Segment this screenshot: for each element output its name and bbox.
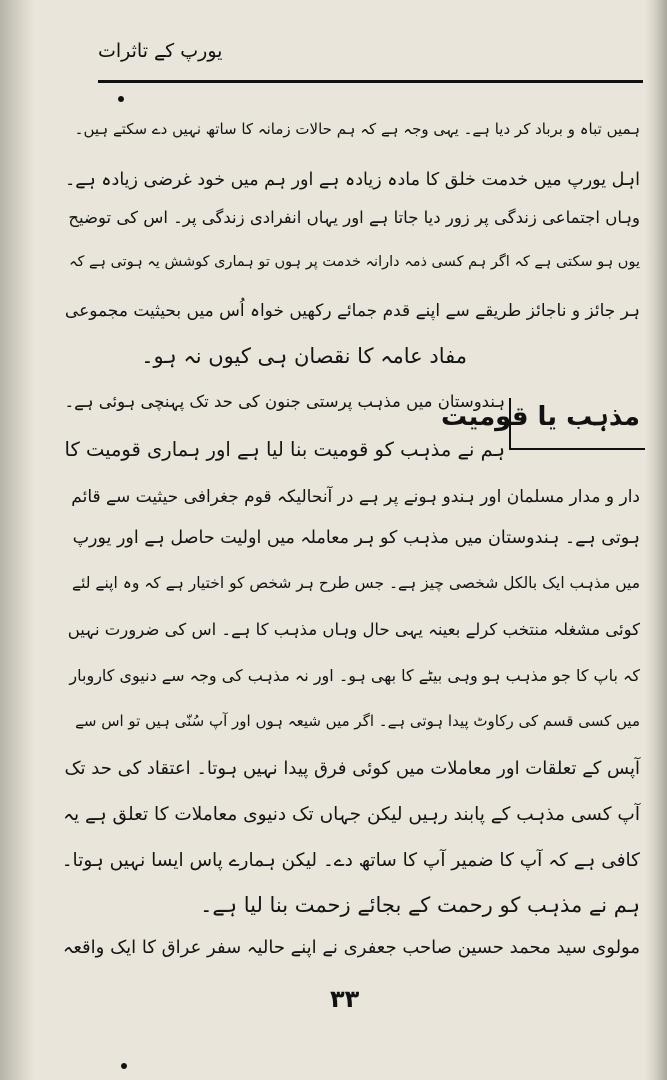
text-line: آپ کسی مذہب کے پابند رہیں لیکن جہاں تک دنیوی معاملات کا تعلق ہے یہ [63, 804, 640, 825]
text-line: کوئی مشغلہ منتخب کرلے بعینہ یہی حال وہاں مذہب کا ہے۔ اس کی ضرورت نہیں [67, 620, 640, 639]
text-line: کہ باپ کا جو مذہب ہو وہی بیٹے کا بھی ہو۔ اور نہ مذہب کی وجہ سے دنیوی کاروبار [69, 666, 640, 685]
text-line: ہر جائز و ناجائز طریقے سے اپنے قدم جمائے رکھیں خواہ اُس میں بحیثیت مجموعی [64, 301, 640, 321]
text-line: میں کسی قسم کی رکاوٹ پیدا ہوتی ہے۔ اگر میں شیعہ ہوں اور آپ سُنّی ہیں تو اس سے [75, 712, 640, 730]
page-gutter-shadow [0, 0, 34, 1080]
text-line: ہوتی ہے۔ ہندوستان میں مذہب کو ہر معاملہ میں اولیت حاصل ہے اور یورپ [72, 528, 640, 548]
text-line: ہندوستان میں مذہب پرستی جنون کی حد تک پہنچی ہوئی ہے۔ [64, 392, 505, 411]
text-line: آپس کے تعلقات اور معاملات میں کوئی فرق پیدا نہیں ہوتا۔ اعتقاد کی حد تک [64, 758, 640, 779]
text-line: کافی ہے کہ آپ کا ضمیر آپ کا ساتھ دے۔ لیکن ہمارے پاس ایسا نہیں ہوتا۔ [61, 850, 640, 871]
text-line: مولوی سید محمد حسین صاحب جعفری نے اپنے حالیہ سفر عراق کا ایک واقعہ [62, 937, 640, 958]
text-line: ہم نے مذہب کو قومیت بنا لیا ہے اور ہماری قومیت کا [64, 438, 505, 461]
ink-dot [118, 96, 124, 102]
section-heading: مذہب یا قومیت [440, 402, 640, 432]
page-number: ۳۳ [330, 985, 360, 1013]
text-line: وہاں اجتماعی زندگی پر زور دیا جاتا ہے اور یہاں انفرادی زندگی پر۔ اس کی توضیح [68, 208, 640, 227]
text-line: ہم نے مذہب کو رحمت کے بجائے زحمت بنا لیا ہے۔ [200, 893, 640, 917]
text-line: مفاد عامہ کا نقصان ہی کیوں نہ ہو۔ [141, 344, 467, 368]
text-line: ہمیں تباہ و برباد کر دیا ہے۔ یہی وجہ ہے کہ ہم حالات زمانہ کا ساتھ نہیں دے سکتے ہیں۔ [74, 120, 640, 138]
text-line: یوں ہو سکتی ہے کہ اگر ہم کسی ذمہ دارانہ خدمت پر ہوں تو ہماری کوشش یہ ہوتی ہے کہ [68, 254, 640, 270]
header-rule [98, 80, 643, 83]
ink-dot [121, 1063, 127, 1069]
text-line: اہل یورپ میں خدمت خلق کا مادہ زیادہ ہے اور ہم میں خود غرضی زیادہ ہے۔ [64, 170, 640, 190]
page-edge-shadow [645, 0, 667, 1080]
running-title: یورپ کے تاثرات [98, 40, 223, 62]
text-line: میں مذہب ایک بالکل شخصی چیز ہے۔ جس طرح ہر شخص کو اختیار ہے کہ وہ اپنے لئے [72, 574, 640, 592]
text-line: دار و مدار مسلمان اور ہندو ہونے پر ہے در آنحالیکہ قوم جغرافی حیثیت سے قائم [71, 487, 640, 507]
